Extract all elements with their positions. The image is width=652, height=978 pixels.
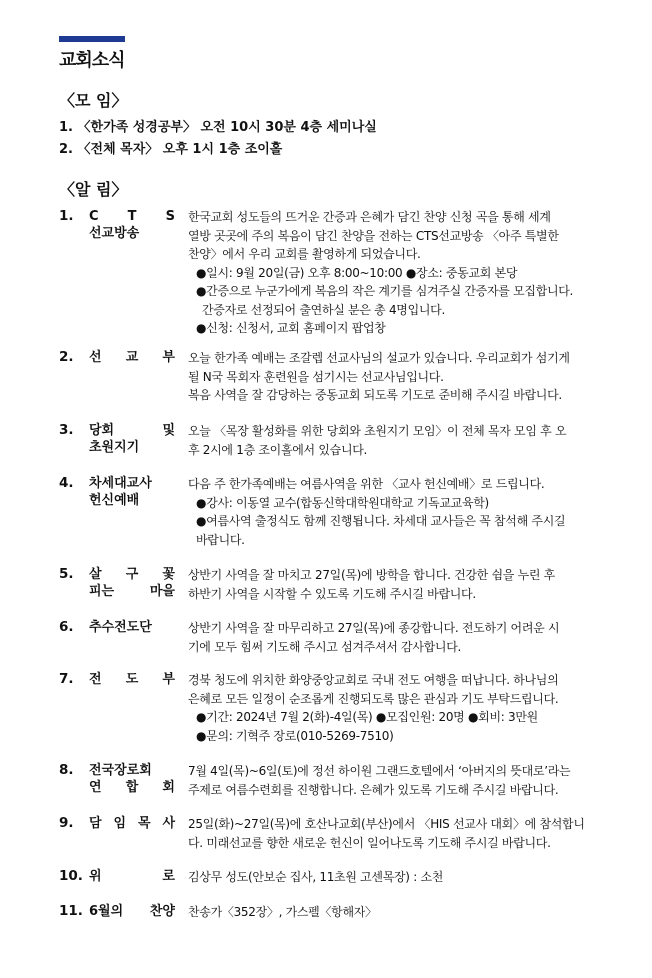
notice-line: 다음 주 한가족예배는 여름사역을 위한 〈교사 헌신예배〉로 드립니다. [188,477,545,491]
notice-bullet: 간증자로 선정되어 출연하실 분은 총 4명입니다. [202,302,445,317]
notice-line: 경북 청도에 위치한 화양중앙교회로 국내 전도 여행을 떠납니다. 하나님의 [188,673,559,687]
notice-line: 오늘 한가족 예배는 조갈렙 선교사님의 설교가 있습니다. 우리교회가 섬기게 [188,351,570,365]
notice-label: 당회 및 [89,423,175,438]
notice-line: 찬송가〈352장〉, 가스펠〈항해자〉 [188,905,377,919]
notice-number: 5. [59,566,74,582]
notice-body [188,422,566,459]
notice-line: 후 2시에 1층 조이홀에서 있습니다. [188,442,368,457]
notice-body [188,208,573,338]
notice-label: 전국장로회 [89,763,152,778]
meeting-item-1: 1. 〈한가족 성경공부〉 오전 10시 30분 4층 세미나실 [59,120,377,135]
notice-line: 오늘 〈목장 활성화를 위한 당회와 초원지기 모임〉이 전체 목자 모임 후 오 [188,424,567,438]
notice-number: 3. [59,422,74,438]
notice-line: 25일(화)~27일(목)에 호산나교회(부산)에서 〈HIS 선교사 대회〉에 참석합니 [188,817,585,831]
notice-number: 6. [59,619,74,635]
notice-line: 복음 사역을 잘 감당하는 중동교회 되도록 기도로 준비해 주시길 바랍니다. [188,388,562,402]
notice-line: 기에 모두 힘써 기도해 주시고 섬겨주셔서 감사합니다. [188,639,462,654]
notice-label: 차세대교사 [89,476,152,491]
header-accent-bar [59,36,125,42]
notice-label: 담 임 목 사 [89,816,175,831]
notice-line: 될 N국 목회자 훈련원을 섬기시는 선교사님입니다. [188,369,444,384]
notice-label: 헌신예배 [89,493,140,508]
notice-number: 7. [59,671,74,687]
notice-bullet: ●문의: 기혁주 장로(010-5269-7510) [196,728,394,743]
notice-body [188,762,570,799]
notice-line: 다. 미래선교를 향한 새로운 헌신이 일어나도록 기도해 주시길 바랍니다. [188,835,551,850]
notice-line: 상반기 사역을 잘 마치고 27일(목)에 방학을 합니다. 건강한 쉼을 누린 후 [188,568,555,582]
notice-body [188,815,585,852]
notice-bullet: ●기간: 2024년 7월 2(화)-4일(목) ●모집인원: 20명 ●회비: 3만원 [196,710,538,724]
notice-label: 위 로 [89,869,175,884]
notice-body [188,349,570,405]
notice-line: 열방 곳곳에 주의 복음이 담긴 찬양을 전하는 CTS선교방송 〈아주 특별한 [188,228,559,243]
notice-line: 은혜로 모든 일정이 순조롭게 진행되도록 많은 관심과 기도 부탁드립니다. [188,691,559,706]
notice-bullet: ●일시: 9월 20일(금) 오후 8:00~10:00 ●장소: 중동교회 본당 [196,265,518,280]
notice-body [188,619,559,656]
notice-label: 선 교 부 [89,350,175,365]
notice-line: 상반기 사역을 잘 마무리하고 27일(목)에 종강합니다. 전도하기 어려운 시 [188,621,560,635]
notice-bullet: ●신청: 신청서, 교회 홈페이지 팝업창 [196,321,386,335]
notice-bullet: ●강사: 이동열 교수(합동신학대학원대학교 기독교교육학) [196,495,489,510]
notice-label: 6월의 찬양 [89,904,175,919]
notice-bullet: ●여름사역 출정식도 함께 진행됩니다. 차세대 교사들은 꼭 참석해 주시길 [196,514,566,528]
notice-line: 찬양〉에서 우리 교회를 촬영하게 되었습니다. [188,247,421,261]
notice-label: C T S [89,209,175,224]
notice-number: 2. [59,349,74,365]
notice-number: 8. [59,762,74,778]
notice-number: 11. [59,903,83,919]
meetings-heading: 〈모 임〉 [59,91,128,110]
meeting-item-2: 2. 〈전체 목자〉 오후 1시 1층 조이홀 [59,142,283,157]
notice-number: 9. [59,815,74,831]
notice-label: 피는 마을 [89,584,175,599]
notices-heading: 〈알 림〉 [59,180,128,199]
notice-line: 한국교회 성도들의 뜨거운 간증과 은혜가 담긴 찬양 신청 곡을 통해 세계 [188,210,551,224]
notice-number: 1. [59,208,74,224]
notice-bullet: ●간증으로 누군가에게 복음의 작은 계기를 심겨주실 간증자를 모집합니다. [196,284,574,298]
notice-body [188,868,443,887]
page-title: 교회소식 [59,50,125,71]
notice-label: 추수전도단 [89,620,152,635]
notice-body [188,903,377,922]
notice-body [188,671,558,745]
notice-label: 전 도 부 [89,672,175,687]
notice-body [188,475,565,549]
notice-label: 연 합 회 [89,780,175,795]
notice-line: 7월 4일(목)~6일(토)에 정선 하이원 그랜드호텔에서 ‘아버지의 뜻대로’라는 [188,764,571,778]
notice-line: 김상무 성도(안보순 집사, 11초원 고센목장) : 소천 [188,870,444,884]
notice-label: 선교방송 [89,226,140,241]
notice-label: 초원지기 [89,440,140,455]
notice-bullet: 바랍니다. [196,532,245,547]
notice-line: 하반기 사역을 시작할 수 있도록 기도해 주시길 바랍니다. [188,586,476,601]
notice-line: 주제로 여름수련회를 진행합니다. 은혜가 있도록 기도해 주시길 바랍니다. [188,782,559,797]
notice-number: 4. [59,475,74,491]
notice-body [188,566,555,603]
notice-number: 10. [59,868,83,884]
notice-label: 살 구 꽃 [89,567,175,582]
